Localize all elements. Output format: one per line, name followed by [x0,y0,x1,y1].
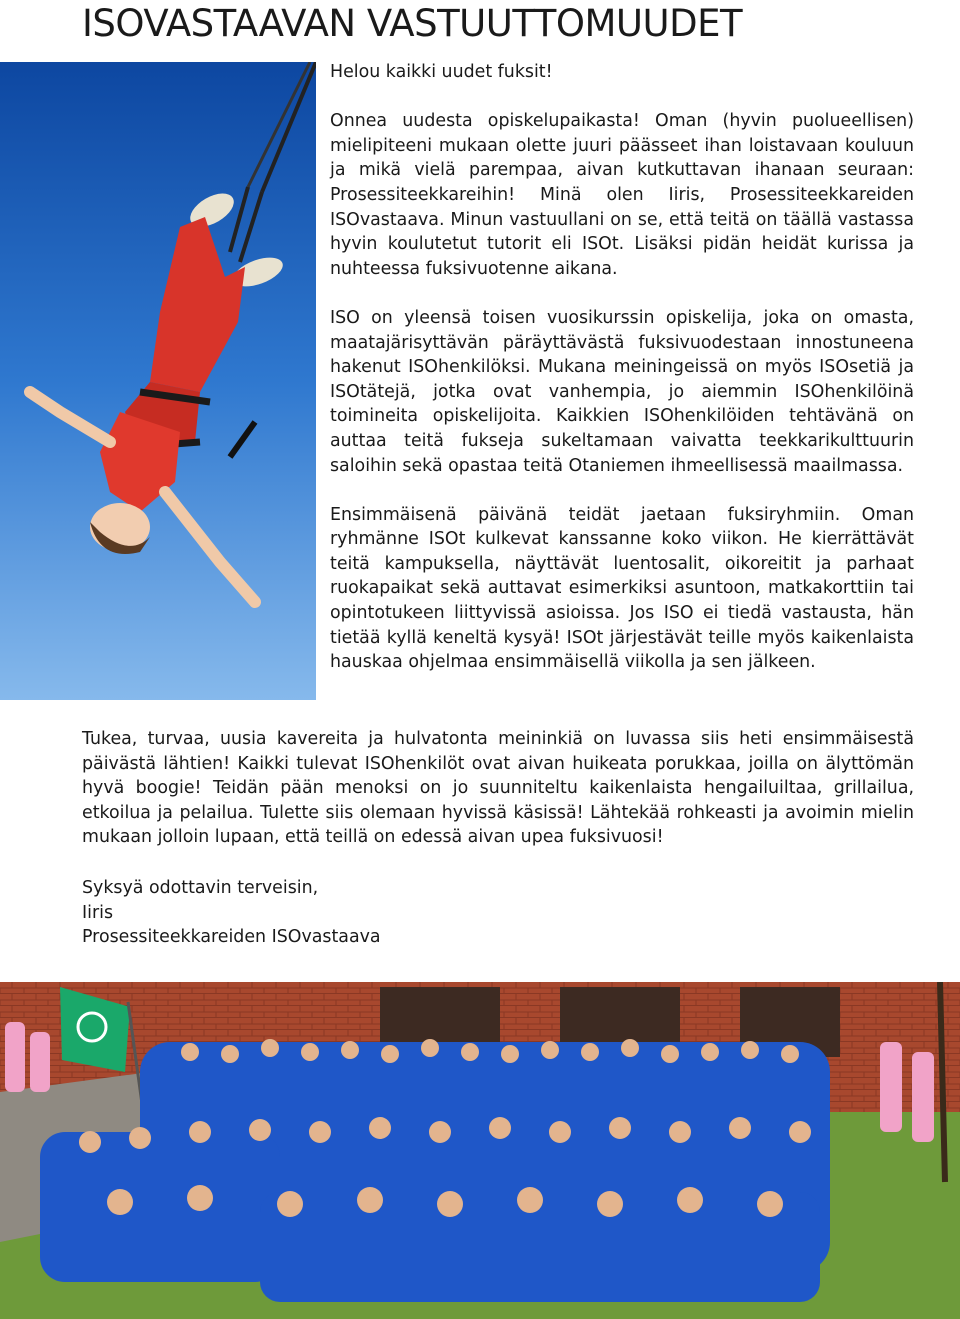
closing-paragraph: Tukea, turvaa, uusia kavereita ja hulvatonta meininkiä on luvassa siis heti ensimmäisestä päivästä lähtien! Kaikki tulevat ISOhenkilöt ovat aivan huikeata porukkaa, joilla on älyttömän hyvä boogie! Teidän pään menoksi on jo suunniteltu kaikenlaista hengailuiltaa, grillailua, etkoilua ja pelailua. Tulette siis olemaan hyvissä käsissä! Lähtekää rohkeasti ja avoimin mielin mukaan jolloin lupaan, että teillä on edessä aivan upea fuksivuosi! [82,729,914,848]
page-title: ISOVASTAAVAN VASTUUTTOMUUDET [82,2,743,45]
bungee-jump-photo [0,62,316,700]
signature-role: Prosessiteekkareiden ISOvastaava [82,927,381,948]
greeting: Helou kaikki uudet fuksit! [330,62,553,82]
signature-name: Iiris [82,902,114,923]
intro-paragraph: Onnea uudesta opiskelupaikasta! Oman (hyvin puolueellisen) mielipiteeni mukaan olette juuri päässeet ihan loistavaan kouluun ja mikä vielä parempaa, aivan kutkuttavan ihanaan seuraan: Prosessiteekkareihin! Minä olen Iiris, Prosessiteekkareiden ISOvastaava. Minun vastuullani on se, että teitä on täällä vastassa hyvin koulutetut tutorit eli ISOt. Lisäksi pidän heidät kurissa ja nuhteessa fuksivuotenne aikana. [330,111,914,279]
first-day-paragraph: Ensimmäisenä päivänä teidät jaetaan fuksiryhmiin. Oman ryhmänne ISOt kulkevat kanssanne koko viikon. He kierrättävät teitä kampuksella, näyttävät luentosalit, oikoreitit ja parhaat ruokapaikat sekä auttavat esimerkiksi asuntoon, matkakorttiin tai opintotukeen liittyvissä asioissa. Jos ISO ei tiedä vastausta, hän tietää kyllä keneltä kysyä! ISOt järjestävät teille myös kaikenlaista hauskaa ohjelmaa ensimmäisellä viikolla ja sen jälkeen. [330,504,914,673]
iso-paragraph: ISO on yleensä toisen vuosikurssin opiskelija, joka on omasta, maatajärisyttävän päräyttävästä fuksivuodestaan innostuneena hakenut ISOhenkilöksi. Mukana meiningeissä on myös ISOsetiä ja ISOtätejä, jotka ovat vanhempia, jo aiemmin ISOhenkilöinä toimineita opiskelijoita. Kaikkien ISOhenkilöiden tehtävänä on auttaa teitä fukseja sukeltamaan vaivatta teekkarikulttuurin saloihin sekä opastaa teitä Otaniemen ihmeellisessä maailmassa. [330,307,914,476]
full-width-text [82,727,914,875]
signature-closing: Syksyä odottavin terveisin, [82,878,319,898]
right-column-text [330,60,914,699]
signature-block [82,876,381,950]
group-photo [0,982,960,1319]
